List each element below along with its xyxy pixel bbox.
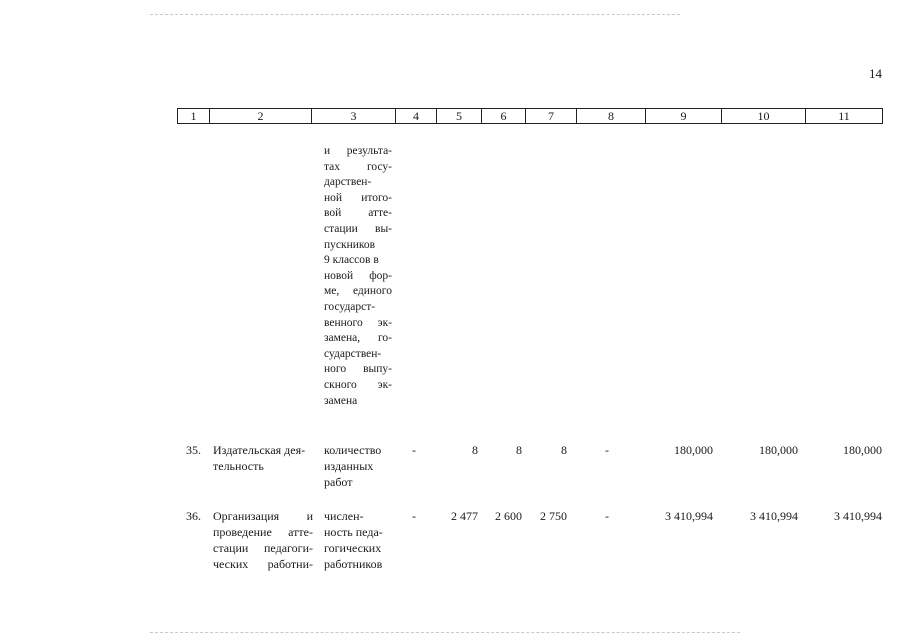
row-name (213, 508, 313, 572)
continuation-line: тах госу- (324, 160, 392, 173)
row-name-line: ческих работни- (213, 557, 313, 571)
continuation-line: государст- (324, 300, 376, 313)
cell-col-5: 8 (472, 443, 478, 457)
cell-col-8: - (605, 509, 609, 523)
row-name-line: проведение атте- (213, 525, 313, 539)
header-col-3: 3 (311, 108, 396, 124)
row-number: 35. (186, 443, 201, 457)
cell-col-10: 3 410,994 (750, 509, 798, 523)
header-col-10: 10 (721, 108, 806, 124)
row-number: 36. (186, 509, 201, 523)
cell-col-4: - (412, 509, 416, 523)
header-col-8: 8 (576, 108, 646, 124)
continuation-line: новой фор- (324, 269, 392, 282)
row-indicator-line: изданных (324, 459, 374, 473)
header-col-2: 2 (209, 108, 312, 124)
cell-col-4: - (412, 443, 416, 457)
continuation-line: пускников (324, 238, 376, 251)
cell-col-6: 8 (516, 443, 522, 457)
continuation-line: дарствен- (324, 176, 372, 189)
continuation-line: и результа- (324, 145, 392, 157)
cell-col-8: - (605, 443, 609, 457)
page-number: 14 (869, 66, 882, 81)
continuation-line: вой атте- (324, 207, 392, 220)
cell-col-10: 180,000 (759, 443, 798, 457)
cell-col-5: 2 477 (451, 509, 478, 523)
header-col-11: 11 (805, 108, 883, 124)
continuation-line: сударствен- (324, 347, 382, 360)
row-indicator-line: ность педа- (324, 525, 383, 539)
cell-col-9: 3 410,994 (665, 509, 713, 523)
row-indicator-line: гогических (324, 541, 382, 555)
header-col-9: 9 (645, 108, 722, 124)
continuation-line: венного эк- (324, 316, 392, 329)
continuation-line: ме, единого (324, 285, 392, 298)
continuation-text (324, 144, 392, 409)
row-name-line: Издательская дея- (213, 443, 306, 457)
cell-col-9: 180,000 (674, 443, 713, 457)
cell-col-6: 2 600 (495, 509, 522, 523)
continuation-line: ной итого- (324, 191, 392, 204)
row-indicator-line: работников (324, 557, 383, 571)
row-indicator-line: работ (324, 475, 353, 489)
row-indicator (324, 508, 392, 572)
row-name (213, 442, 313, 474)
header-col-1: 1 (177, 108, 210, 124)
row-indicator-line: количество (324, 443, 382, 457)
header-col-5: 5 (436, 108, 482, 124)
continuation-line: замена, го- (324, 332, 392, 345)
cell-col-7: 8 (561, 443, 567, 457)
header-col-6: 6 (481, 108, 526, 124)
row-name-line: тельность (213, 459, 264, 473)
cell-col-11: 3 410,994 (834, 509, 882, 523)
continuation-line: скного эк- (324, 378, 392, 391)
continuation-line: замена (324, 394, 358, 407)
row-name-line: стации педагоги- (213, 541, 313, 555)
header-col-4: 4 (395, 108, 437, 124)
header-col-7: 7 (525, 108, 577, 124)
cell-col-11: 180,000 (843, 443, 882, 457)
row-name-line: Организация и (213, 509, 313, 523)
continuation-line: 9 классов в (324, 254, 379, 267)
row-indicator-line: числен- (324, 509, 364, 523)
continuation-line: ного выпу- (324, 363, 392, 376)
continuation-line: стации вы- (324, 222, 392, 235)
scan-artifact-bottom (150, 632, 740, 633)
row-indicator (324, 442, 392, 490)
cell-col-7: 2 750 (540, 509, 567, 523)
scan-artifact-top (150, 14, 680, 15)
